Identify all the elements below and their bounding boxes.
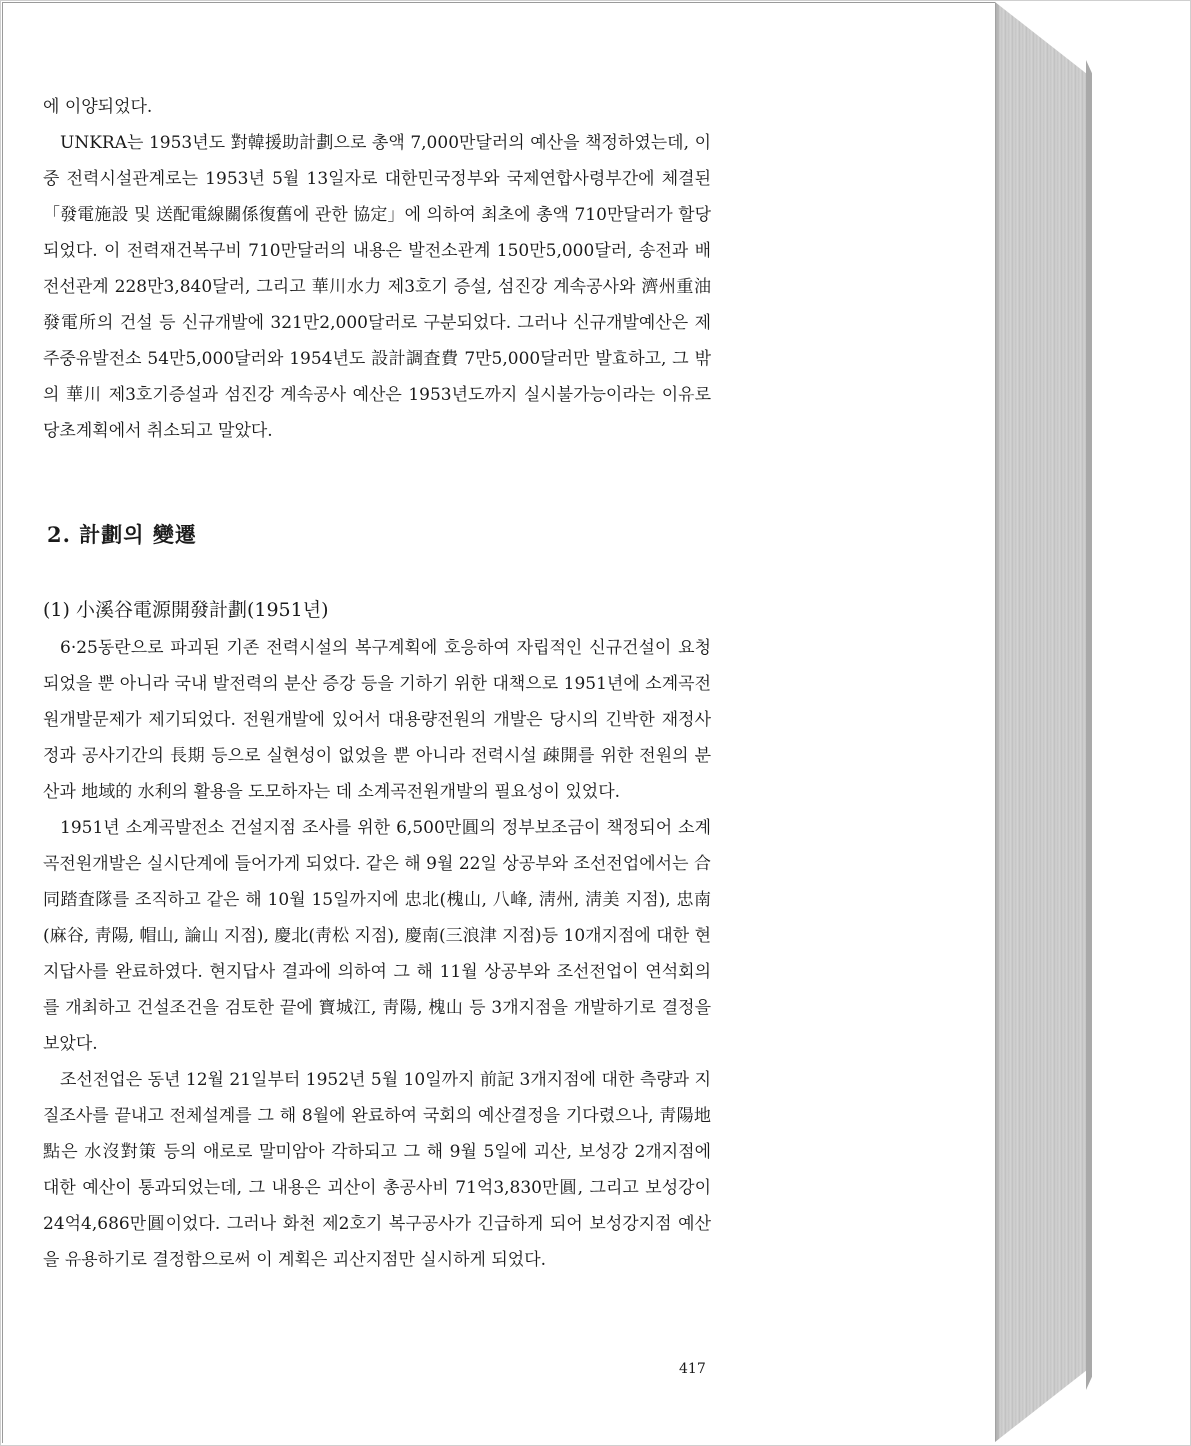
book-spine [995, 2, 1095, 1442]
body-text-bottom [43, 630, 711, 1278]
paragraph-budget: 조선전업은 동년 12월 21일부터 1952년 5월 10일까지 前記 3개지점에 대한 측량과 지질조사를 끝내고 전체설계를 그 해 8월에 완료하여 국회의 예산결정을 기다렸으나, 靑陽地點은 水沒對策 등의 애로로 말미암아 각하되고 그 해 9월 5일에 괴산, 보성강 2개지점에 대한 예산이 통과되었는데, 그 내용은 괴산이 총공사비 71억3,830만圓, 그리고 보성강이 24억4,686만圓이었다. 그러나 화천 제2호기 복구공사가 긴급하게 되어 보성강지점 예산을 유용하기로 결정함으로써 이 계획은 괴산지점만 실시하게 되었다. [43, 1070, 711, 1270]
paragraph-survey: 1951년 소계곡발전소 건설지점 조사를 위한 6,500만圓의 정부보조금이 책정되어 소계곡전원개발은 실시단계에 들어가게 되었다. 같은 해 9월 22일 상공부와 조선전업에서는 合同踏査隊를 조직하고 같은 해 10월 15일까지에 忠北(槐山, 八峰, 淸州, 淸美 지점), 忠南(麻谷, 靑陽, 帽山, 論山 지점), 慶北(靑松 지점), 慶南(三浪津 지점)등 10개지점에 대한 현지답사를 완료하였다. 현지답사 결과에 의하여 그 해 11월 상공부와 조선전업이 연석회의를 개최하고 건설조건을 검토한 끝에 寶城江, 靑陽, 槐山 등 3개지점을 개발하기로 결정을 보았다. [43, 818, 711, 1054]
page-number: 417 [679, 1361, 706, 1377]
paragraph-background: 6·25동란으로 파괴된 기존 전력시설의 복구계획에 호응하여 자립적인 신규건설이 요청되었을 뿐 아니라 국내 발전력의 분산 증강 등을 기하기 위한 대책으로 1951년에 소계곡전원개발문제가 제기되었다. 전원개발에 있어서 대용량전원의 개발은 당시의 긴박한 재정사정과 공사기간의 長期 등으로 실현성이 없었을 뿐 아니라 전력시설 疎開를 위한 전원의 분산과 地域的 水利의 활용을 도모하자는 데 소계곡전원개발의 필요성이 있었다. [43, 638, 711, 802]
document-page [2, 2, 995, 1443]
body-text-top [43, 89, 711, 449]
section-title: 2. 計劃의 變遷 [47, 522, 197, 547]
subsection-title: (1) 小溪谷電源開發計劃(1951년) [43, 599, 329, 621]
paragraph-continuation: 에 이양되었다. [43, 97, 153, 117]
paragraph-unkra: UNKRA는 1953년도 對韓援助計劃으로 총액 7,000만달러의 예산을 책정하였는데, 이 중 전력시설관계로는 1953년 5월 13일자로 대한민국정부와 국제연합사령부간에 체결된「發電施設 및 送配電線關係復舊에 관한 協定」에 의하여 최초에 총액 710만달러가 할당되었다. 이 전력재건복구비 710만달러의 내용은 발전소관계 150만5,000달러, 송전과 배전선관계 228만3,840달러, 그리고 華川水力 제3호기 증설, 섬진강 계속공사와 濟州重油發電所의 건설 등 신규개발에 321만2,000달러로 구분되었다. 그러나 신규개발예산은 제주중유발전소 54만5,000달러와 1954년도 設計調査費 7만5,000달러만 발효하고, 그 밖의 華川 제3호기증설과 섬진강 계속공사 예산은 1953년도까지 실시불가능이라는 이유로 당초계획에서 취소되고 말았다. [43, 133, 711, 441]
book-spine-edge [1086, 60, 1092, 1390]
